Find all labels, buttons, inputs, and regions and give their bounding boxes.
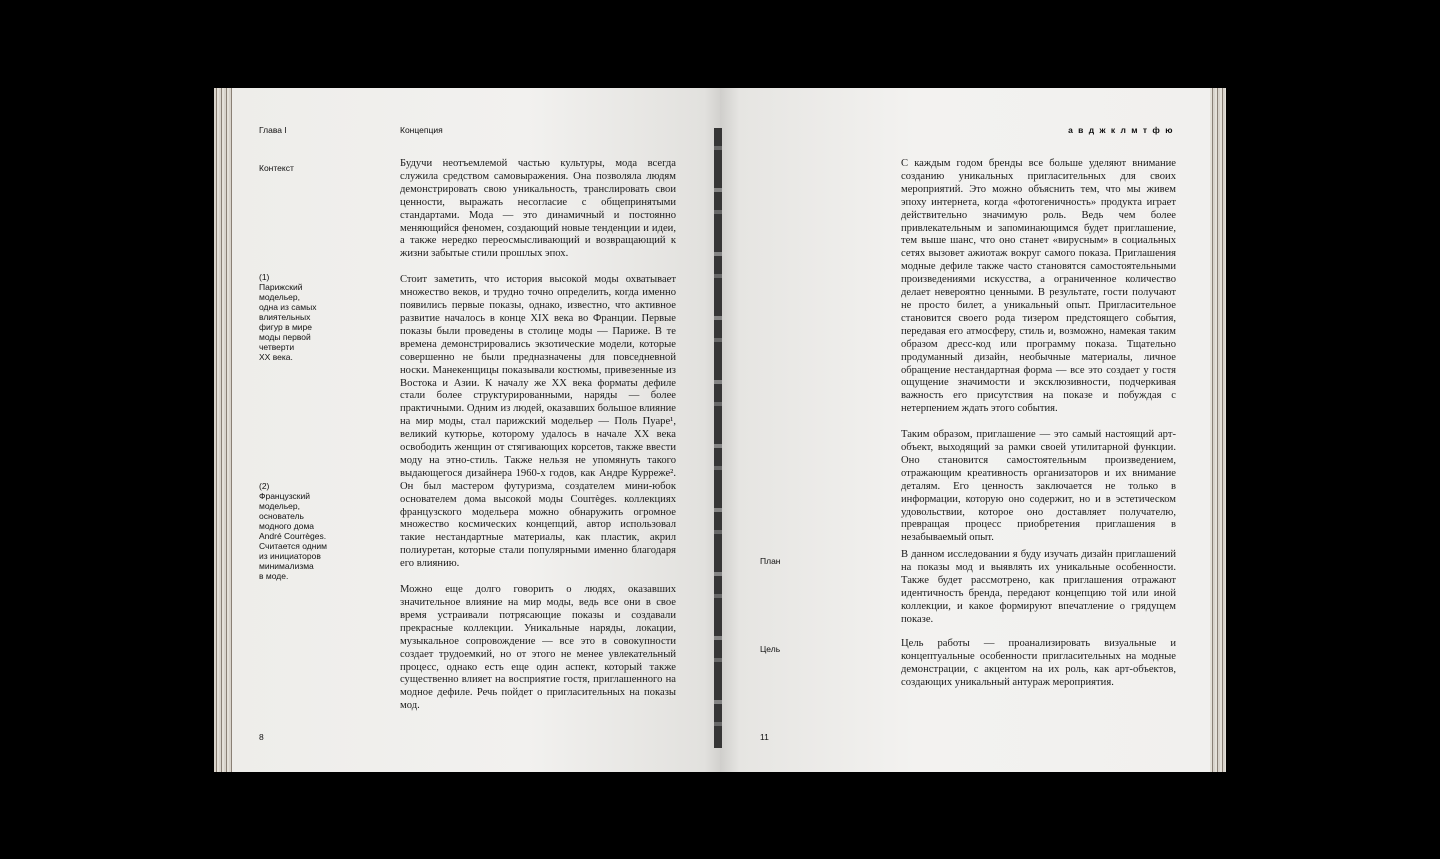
- paragraph: С каждым годом бренды все больше уделяют внимание созданию уникальных пригласительных для своих мероприятий. Это можно объяснить тем, что мы живем эпоху интернета, когда «фотогеничность» продукта играет действительно значимую роль. Ведь чем более привлекательным и запоминающимся будет приглашение, тем выше шанс, что оно станет «вирусным» в социальных сетях вызовет ажиотаж вокруг самого показа. Приглашения модные дефиле также часто становятся самостоятельными произведениями искусства, а ограниченное количество делает невероятно ценными. В результате, гости получают не просто билет, а уникальный опыт. Пригласительное становится своего рода тизером предстоящего события, передавая его атмосферу, стиль и, возможно, намекая таким образом дресс-код или программу показа. Тщательно продуманный дизайн, необычные материалы, личное обращение нестандартная форма — все это создает у гостя ощущение значимости и эксклюзивности, подчеркивая важность его присутствия на показе и побуждая с нетерпением ждать этого события.: [901, 158, 1176, 415]
- chapter-label: Глава I: [259, 125, 287, 135]
- paragraph: Таким образом, приглашение — это самый настоящий арт-объект, выходящий за рамки своей утилитарной функции. Оно становится самостоятельным произведением, отражающим креативность организаторов и их внимание деталям. Его ценность заключается не только в информации, которую оно содержит, но и в эстетическом удовольствии, которое оно доставляет получателю, превращая процесс приобретения приглашения в незабываемый опыт.: [901, 429, 1176, 544]
- side-label-plan: План: [760, 556, 781, 566]
- paragraph: Можно еще долго говорить о людях, оказавших значительное влияние на мир моды, ведь все они в свое время устраивали потрясающие показы и создавали прекрасные коллекции. Уникальные наряды, локации, музыкальное сопровождение — все это в совокупности создает трудоемкий, но от этого не менее увлекательный процесс, однако есть еще один аспект, который также существенно влияет на восприятие гостя, приглашенного на модное дефиле. Речь пойдет о пригласительных на показы мод.: [400, 584, 676, 712]
- section-title: Концепция: [400, 125, 443, 135]
- footnote-1: (1) Парижский модельер, одна из самых влиятельных фигур в мире моды первой четверти XX века.: [259, 272, 317, 362]
- plan-text: В данном исследовании я буду изучать дизайн приглашений на показы мод и выявлять их уникальные особенности. Также будет рассмотрено, как приглашения отражают идентичность бренда, передают концепцию той или иной коллекции, и какое формируют впечатление о грядущем показе.: [901, 549, 1176, 625]
- goal-text: Цель работы — проанализировать визуальные и концептуальные особенности пригласительных на модные демонстрации, с акцентом на их роль, как арт-объектов, создающих уникальный антураж мероприятия.: [901, 638, 1176, 688]
- page-edges-left: [214, 88, 232, 772]
- main-text-right: [901, 158, 1176, 545]
- main-text-left: [400, 158, 676, 713]
- right-page: [720, 88, 1210, 772]
- footnote-2: (2) Французский модельер, основатель модного дома André Courrèges. Считается одним из инициаторов минимализма в моде.: [259, 481, 327, 581]
- open-book: [214, 88, 1226, 772]
- paragraph: Будучи неотъемлемой частью культуры, мода всегда служила средством самовыражения. Она позволяла людям демонстрировать свою уникальность, транслировать свои ценности, выражать несогласие с общепринятыми стандартами. Мода — это динамичный и постоянно меняющийся феномен, создающий новые тенденции и идеи, а также нередко переосмысливающий и возвращающий к жизни забытые стили прошлых эпох.: [400, 158, 676, 260]
- header-letters: а в д ж к л м т ф ю: [1068, 125, 1174, 135]
- side-label-context: Контекст: [259, 163, 294, 173]
- paragraph: Стоит заметить, что история высокой моды охватывает множество веков, и трудно точно определить, когда именно появились первые показы, однако, известно, что активное развитие началось в конце XIX века во Франции. Первые показы были проведены в столице моды — Париже. В те времена демонстрировались экзотические модели, которые совершенно не были предназначены для повседневной носки. Манекенщицы показывали костюмы, привезенные из Востока и Азии. К началу же XX века форматы дефиле стали более структурированными, наряды — более практичными. Одним из людей, оказавших большое влияние на мир моды, стал парижский модельер — Поль Пуаре¹, великий кутюрье, которому удалось в начале XX века освободить женщин от стягивающих корсетов, также ввести моду на этно-стиль. Также нельзя не упомянуть такого выдающегося дизайнера 1960-х годов, как Андре Курреже². Он был мастером футуризма, создателем мини-юбок основателем дома высокой моды Courrèges. коллекциях французского модельера можно обнаружить огромное множество космических концепций, автор использовал такие нестандартные материалы, как пластик, акрил полиуретан, которые стали популярными именно благодаря его влиянию.: [400, 274, 676, 570]
- side-label-goal: Цель: [760, 644, 781, 654]
- page-number-right: 11: [760, 732, 769, 742]
- goal-text-block: [901, 638, 1176, 690]
- page-number-left: 8: [259, 732, 264, 742]
- page-edges-right: [1210, 88, 1226, 772]
- plan-text-block: [901, 549, 1176, 626]
- book-spine-binding: [714, 128, 722, 748]
- left-page: [232, 88, 724, 772]
